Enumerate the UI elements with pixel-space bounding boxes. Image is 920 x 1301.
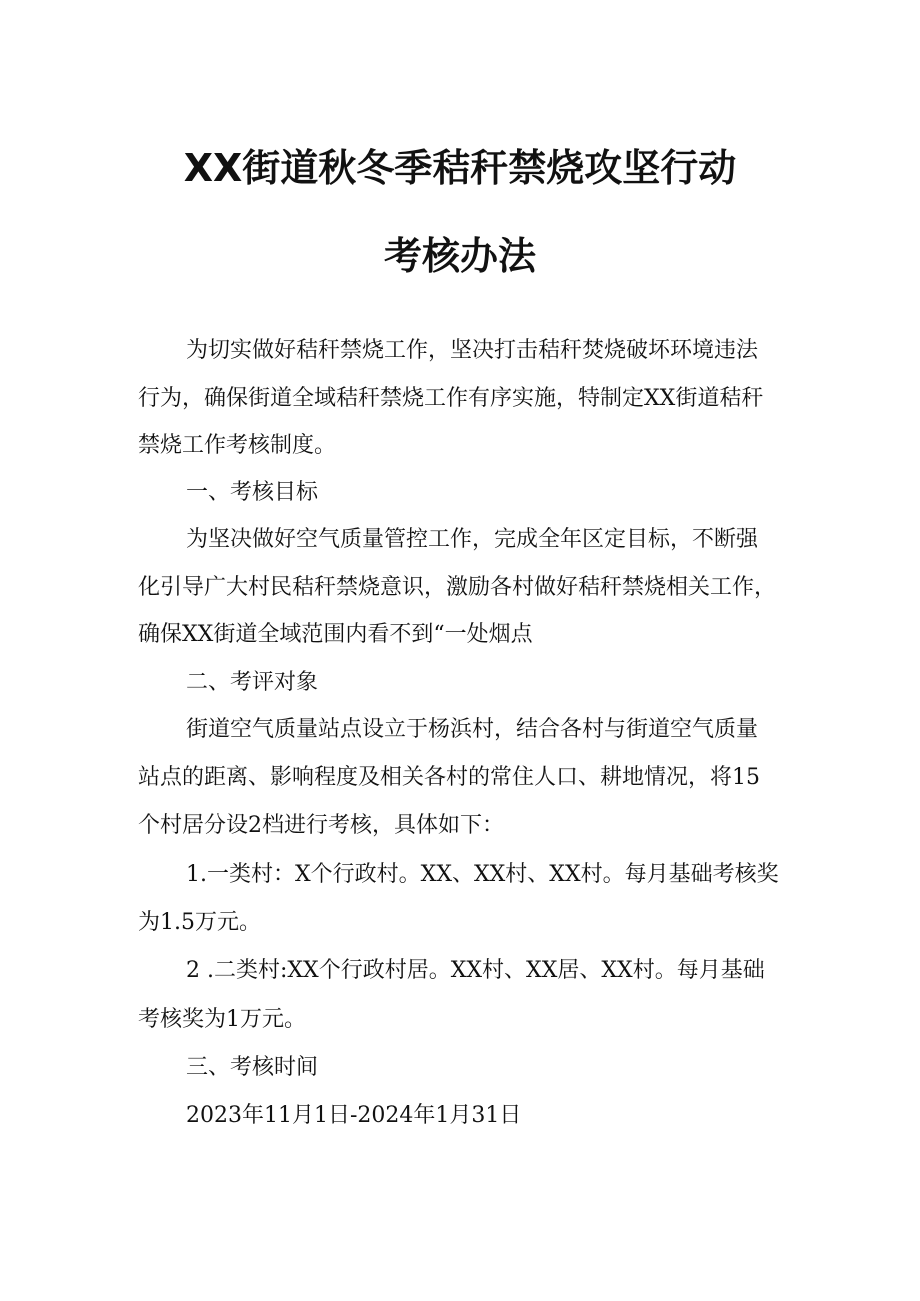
section2-heading: 二、考评对象 <box>186 670 319 695</box>
section1-heading: 一、考核目标 <box>186 480 319 505</box>
document-title-line2: 考核办法 <box>383 234 536 278</box>
section2-item1-line-2: 为1.5万元。 <box>138 910 261 935</box>
section2-item2-line-1: 2 .二类村:XX个行政村居。XX村、XX居、XX村。每月基础 <box>186 958 765 983</box>
intro-line-2: 行为，确保街道全域秸秆禁烧工作有序实施，特制定XX街道秸秆 <box>138 386 764 411</box>
section1-line-1: 为坚决做好空气质量管控工作，完成全年区定目标，不断强 <box>186 527 759 552</box>
section2-line-2: 站点的距离、影响程度及相关各村的常住人口、耕地情况，将15 <box>138 765 760 790</box>
section2-line-1: 街道空气质量站点设立于杨浜村，结合各村与街道空气质量 <box>186 717 759 742</box>
section1-line-3: 确保XX街道全域范围内看不到“一处烟点 <box>138 622 533 647</box>
intro-line-3: 禁烧工作考核制度。 <box>138 433 337 458</box>
section2-item2-line-2: 考核奖为1万元。 <box>138 1007 306 1032</box>
document-title-line1: XX街道秋冬季秸秆禁烧攻坚行动 <box>183 146 737 190</box>
section3-heading: 三、考核时间 <box>186 1055 319 1080</box>
section2-item1-line-1: 1.一类村：X个行政村。XX、XX村、XX村。每月基础考核奖 <box>186 862 779 887</box>
section2-line-3: 个村居分设2档进行考核，具体如下： <box>138 813 504 838</box>
intro-line-1: 为切实做好秸秆禁烧工作，坚决打击秸秆焚烧破坏环境违法 <box>186 338 759 363</box>
section3-period: 2023年11月1日-2024年1月31日 <box>186 1103 522 1128</box>
section1-line-2: 化引导广大村民秸秆禁烧意识，激励各村做好秸秆禁烧相关工作， <box>138 575 777 600</box>
